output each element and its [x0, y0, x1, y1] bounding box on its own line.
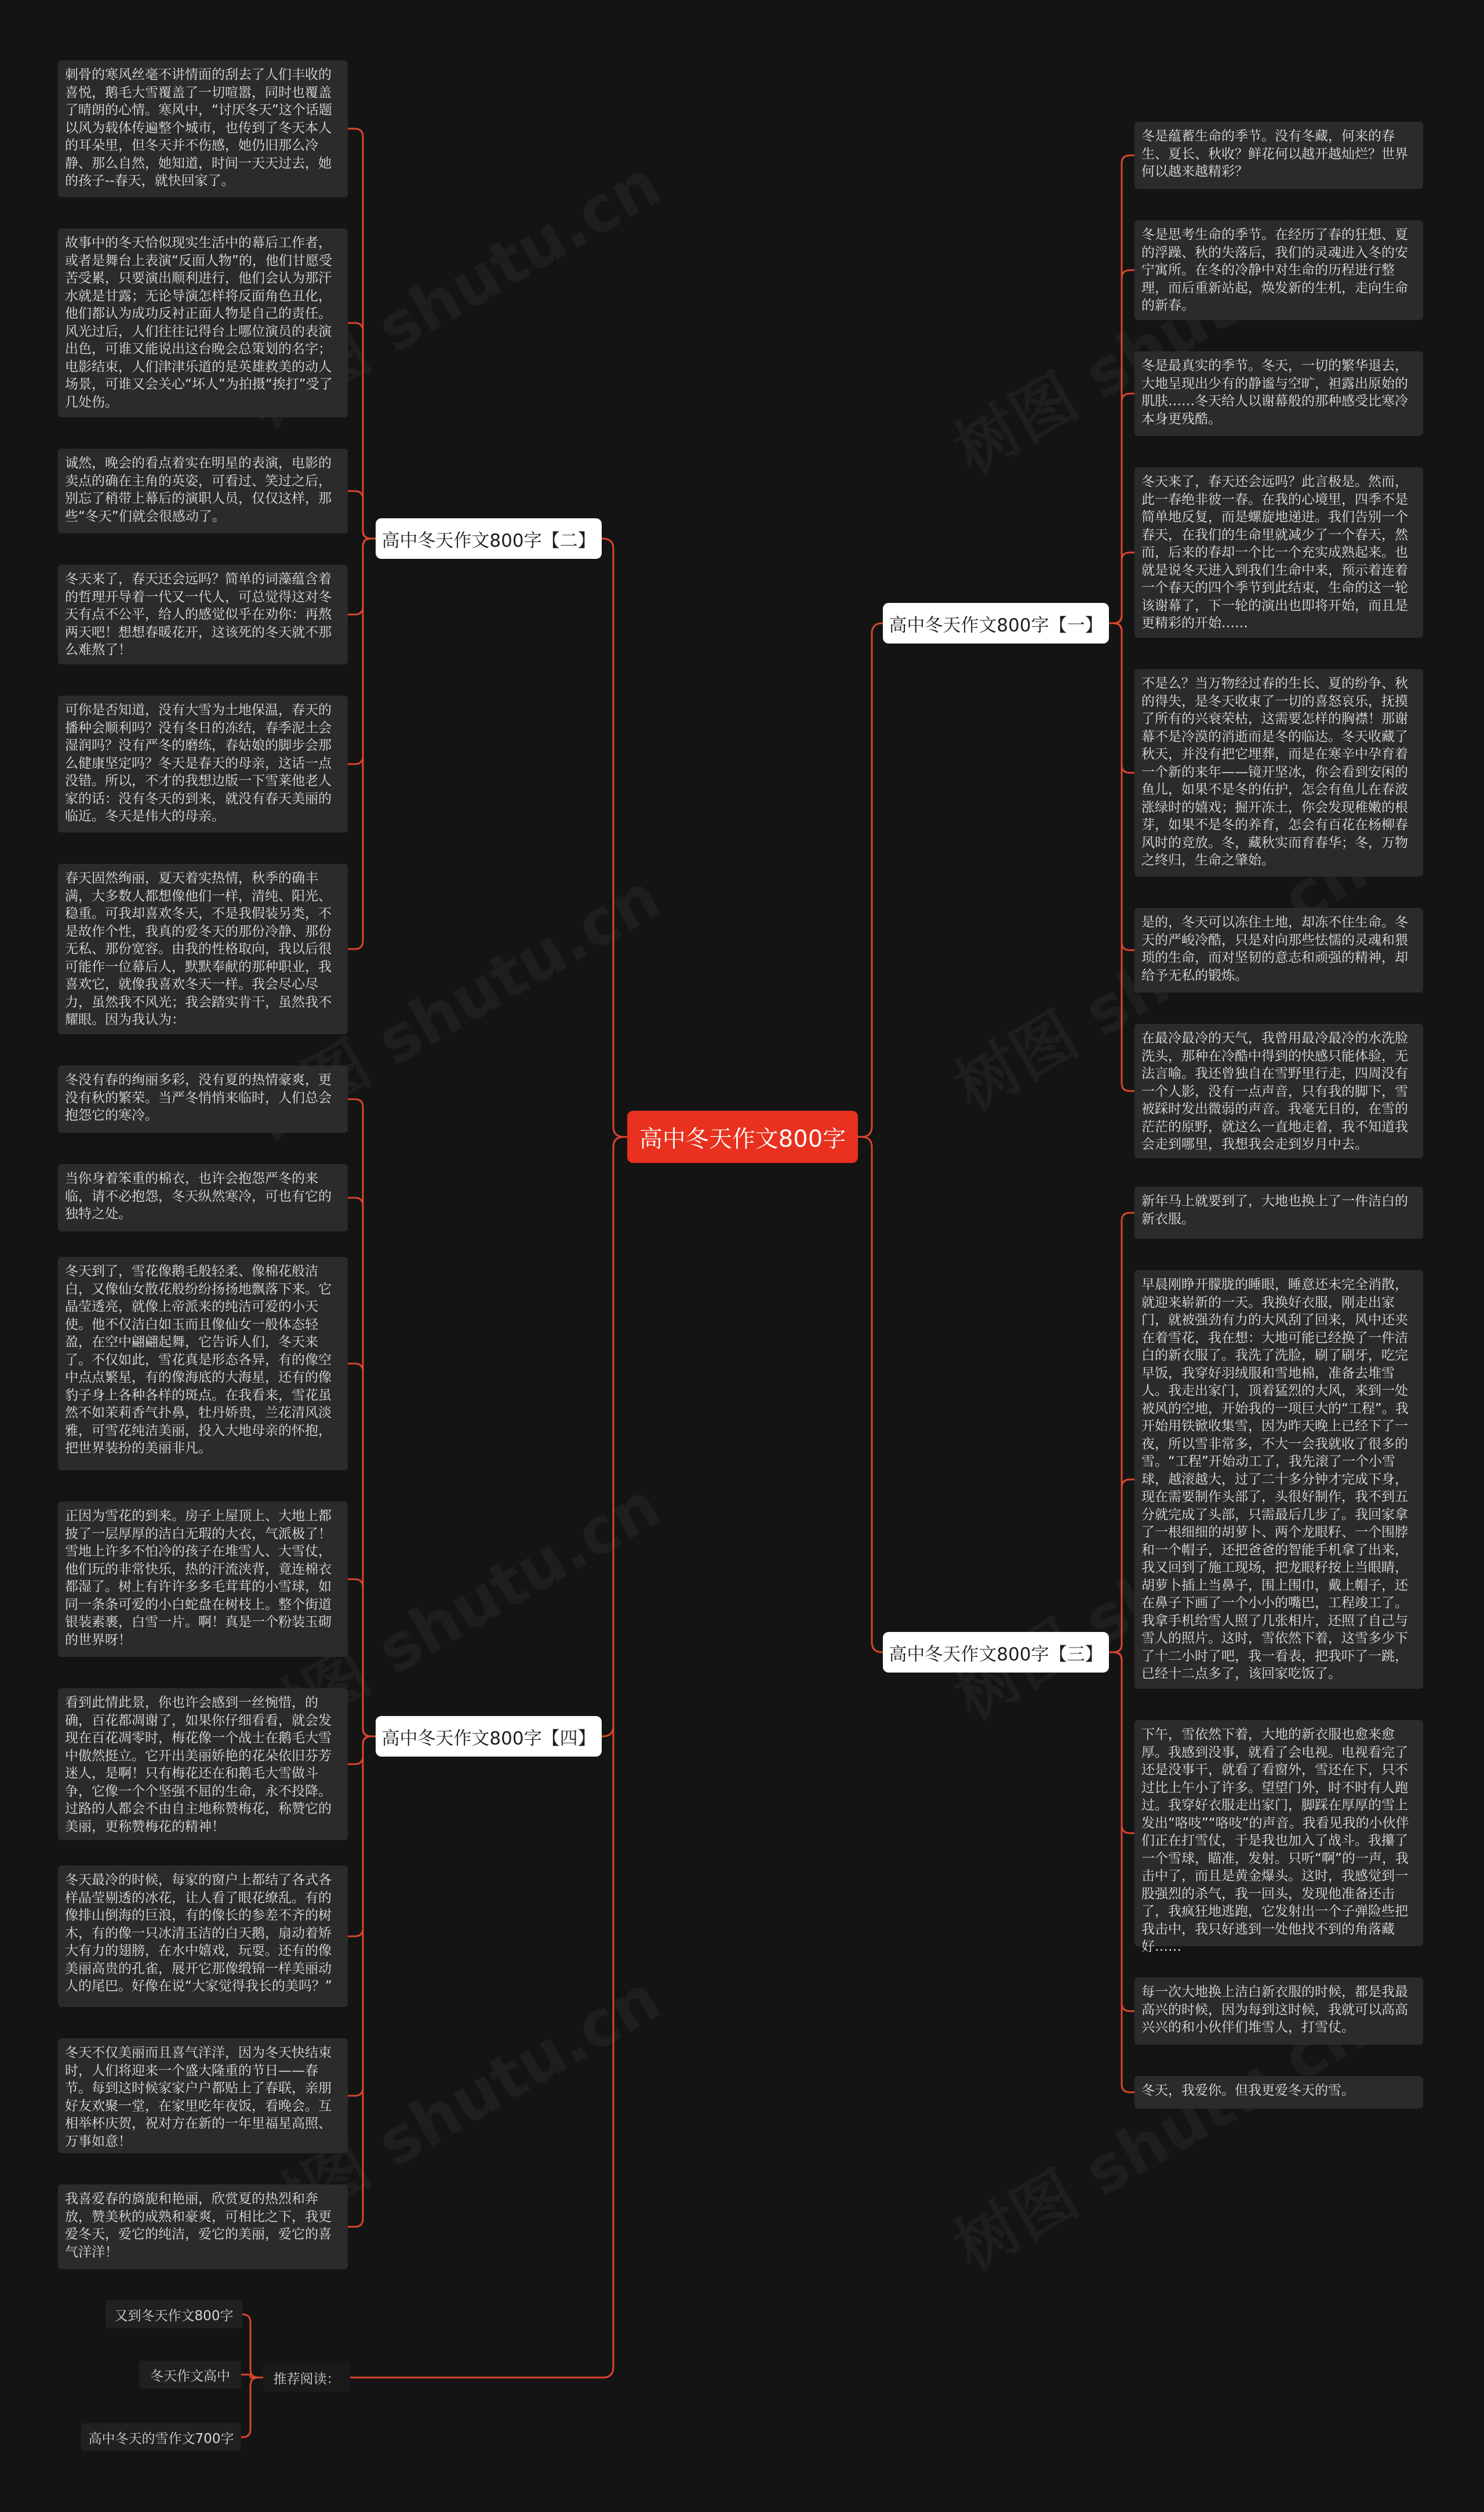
leaf-note: 我喜爱春的旖旎和艳丽，欣赏夏的热烈和奔放，赞美秋的成熟和豪爽，可相比之下，我更爱冬天，爱它的纯洁，爱它的美丽，爱它的喜气洋洋！	[58, 2184, 348, 2269]
leaf-note: 刺骨的寒风丝毫不讲情面的刮去了人们丰收的喜悦，鹅毛大雪覆盖了一切喧嚣，同时也覆盖了晴朗的心情。寒风中，“讨厌冬天”这个话题以风为载体传遍整个城市，也传到了冬天本人的耳朵里，但冬天并不伤感，她仍旧那么冷静、那么自然，她知道，时间一天天过去，她的孩子--春天，就快回家了。	[58, 60, 348, 197]
leaf-note: 当你身着笨重的棉衣，也许会抱怨严冬的来临，请不必抱怨，冬天纵然寒冷，可也有它的独特之处。	[58, 1164, 348, 1231]
branch-to-leaf-line	[348, 491, 376, 539]
branch-to-leaf-line	[348, 1099, 376, 1736]
branch-to-leaf-line	[241, 2378, 263, 2437]
leaf-note: 故事中的冬天恰似现实生活中的幕后工作者，或者是舞台上表演“反面人物”的，他们甘愿受苦受累，只要演出顺利进行，他们会认为那汗水就是甘露；无论导演怎样将反面角色丑化，他们都认为成功反衬正面人物是自己的责任。风光过后，人们往往记得台上哪位演员的表演出色，可谁又能说出这台晚会总策划的名字；电影结束，人们津津乐道的是英雄救美的动人场景，可谁又会关心“坏人”为拍摄“挨打”受了几处伤。	[58, 228, 348, 417]
leaf-note: 冬天到了，雪花像鹅毛般轻柔、像棉花般洁白，又像仙女散花般纷纷扬扬地飘落下来。它晶莹透亮，就像上帝派来的纯洁可爱的小天使。他不仅洁白如玉而且像仙女一般体态轻盈，在空中翩翩起舞，它告诉人们，冬天来了。不仅如此，雪花真是形态各异，有的像空中点点繁星，有的像海底的大海星，还有的像豹子身上各种各样的斑点。在我看来，雪花虽然不如茉莉香气扑鼻，牡丹娇贵，兰花清风淡雅，可雪花纯洁美丽，投入大地母亲的怀抱，把世界装扮的美丽非凡。	[58, 1257, 348, 1470]
branch-essay-3[interactable]: 高中冬天作文800字【三】	[883, 1632, 1109, 1673]
leaf-note: 不是么？当万物经过春的生长、夏的纷争、秋的得失，是冬天收束了一切的喜怒哀乐，抚摸了所有的兴衰荣枯，这需要怎样的胸襟！那谢幕不是冷漠的消逝而是冬的临达。冬天收藏了秋天，并没有把它埋葬，而是在寒辛中孕育着一个新的来年——镜开坚冰，你会看到安闲的鱼儿，如果不是冬的佑护，怎会有鱼儿在春波涨绿时的嬉戏；掘开冻土，你会发现稚嫩的根芽，如果不是冬的养育，怎会有百花在杨柳春风时的竞放。冬，藏秋实而育春华；冬，万物之终归，生命之肇始。	[1134, 669, 1423, 877]
branch-essay-1[interactable]: 高中冬天作文800字【一】	[883, 603, 1109, 644]
branch-to-leaf-line	[1109, 1652, 1134, 2092]
leaf-note: 是的，冬天可以冻住土地，却冻不住生命。冬天的严峻冷酷，只是对向那些怯懦的灵魂和猥琐的生命，而对坚韧的意志和顽强的精神，却给予无私的锻炼。	[1134, 908, 1423, 993]
branch-to-leaf-line	[1109, 623, 1134, 1091]
branch-to-leaf-line	[348, 1579, 376, 1736]
recommended-link[interactable]: 又到冬天作文800字	[106, 2300, 242, 2328]
leaf-note: 冬天来了，春天还会远吗？此言极是。然而，此一春绝非彼一春。在我的心境里，四季不是简单地反复，而是螺旋地递进。我们告别一个春天，在我们的生命里就减少了一个春天，然而，后来的春却一个比一个充实成熟起来。也就是说冬天进入到我们生命中来，预示着连着一个春天的四个季节到此结束，生命的这一轮该谢幕了，下一轮的演出也即将开始，而且是更精彩的开始……	[1134, 467, 1423, 638]
branch-to-leaf-line	[348, 129, 376, 539]
root-to-branch-line	[602, 1137, 627, 1736]
branch-to-leaf-line	[348, 1736, 376, 2096]
branch-to-leaf-line	[348, 1364, 376, 1736]
branch-recommended[interactable]: 推荐阅读：	[263, 2363, 350, 2392]
branch-to-leaf-line	[348, 1736, 376, 2227]
leaf-note: 春天固然绚丽，夏天着实热情，秋季的确丰满，大多数人都想像他们一样，清纯、阳光、稳重。可我却喜欢冬天，不是我假装另类，不是故作个性，我真的爱冬天的那份冷静、那份无私、那份宽容。由我的性格取向，我以后很可能作一位幕后人，默默奉献的那种职业，我喜欢它，就像我喜欢冬天一样。我会尽心尽力，虽然我不风光；我会踏实肯干，虽然我不耀眼。因为我认为：	[58, 864, 348, 1034]
branch-to-leaf-line	[348, 1198, 376, 1736]
leaf-note: 在最冷最冷的天气，我曾用最冷最冷的水洗脸洗头，那种在冷酷中得到的快感只能体验，无法言喻。我还曾独自在雪野里行走，四周没有一个人影，没有一点声音，只有我的脚下，雪被踩时发出微弱的声音。我毫无目的，在雪的茫茫的原野，就这么一直地走着，我不知道我会走到哪里，我想我会走到岁月中去。	[1134, 1024, 1423, 1158]
branch-to-leaf-line	[348, 539, 376, 949]
leaf-note: 冬是蕴蓄生命的季节。没有冬藏，何来的春生、夏长、秋收？鲜花何以越开越灿烂？世界何以越来越精彩？	[1134, 122, 1423, 189]
leaf-note: 冬天，我爱你。但我更爱冬天的雪。	[1134, 2076, 1423, 2109]
leaf-note: 冬天来了，春天还会远吗？简单的词藻蕴含着的哲理开导着一代又一代人，可总觉得这对冬天有点不公平，给人的感觉似乎在劝你：再熬两天吧！想想春暖花开，这该死的冬天就不那么难熬了！	[58, 565, 348, 664]
branch-to-leaf-line	[1109, 1479, 1134, 1652]
leaf-note: 下午，雪依然下着，大地的新衣服也愈来愈厚。我感到没事，就看了会电视。电视看完了还是没事干，就看了看窗外，雪还在下，只不过比上午小了许多。望望门外，时不时有人跑过。我穿好衣服走出家门，脚踩在厚厚的雪上发出“咯吱”“咯吱”的声音。我看见我的小伙伴们正在打雪仗，于是我也加入了战斗。我攥了一个雪球，瞄准，发射。只听“啊”的一声，我击中了，而且是黄金爆头。这时，我感觉到一股强烈的杀气，我一回头，发现他准备还击了，我疯狂地逃跑，它发射出一个子弹险些把我击中，我只好逃到一处他找不到的角落藏好……	[1134, 1720, 1423, 1946]
root-topic[interactable]: 高中冬天作文800字	[627, 1111, 858, 1163]
leaf-note: 早晨刚睁开朦胧的睡眼，睡意还未完全消散，就迎来崭新的一天。我换好衣服，刚走出家门，就被强劲有力的大风刮了回来，风中还夹在着雪花，我在想：大地可能已经换了一件洁白的新衣服了。我洗了洗脸，刷了刷牙，吃完早饭，我穿好羽绒服和雪地棉，准备去堆雪人。我走出家门，顶着猛烈的大风，来到一处被风的空地，开始我的一项巨大的“工程”。我开始用铁锨收集雪，因为昨天晚上已经下了一夜，所以雪非常多，不大一会我就收了很多的雪。“工程”开始动工了，我先滚了一个小雪球，越滚越大，过了二十多分钟才完成下身，现在需要制作头部了，头很好制作，我不到五分就完成了头部，只需最后几步了。我回家拿了一根细细的胡萝卜、两个龙眼籽、一个围脖和一个帽子，还把爸爸的智能手机拿了出来，我又回到了施工现场，把龙眼籽按上当眼睛，胡萝卜插上当鼻子，围上围巾，戴上帽子，还在鼻子下画了一个小小的嘴巴，工程竣工了。我拿手机给雪人照了几张相片，还照了自己与雪人的照片。这时，雪依然下着，这雪多少下了十二小时了吧，我一看表，把我吓了一跳，已经十二点多了，该回家吃饭了。	[1134, 1270, 1423, 1689]
leaf-note: 冬没有春的绚丽多彩，没有夏的热情豪爽，更没有秋的繁荣。当严冬悄悄来临时，人们总会抱怨它的寒冷。	[58, 1066, 348, 1133]
root-to-branch-line	[858, 1137, 883, 1652]
branch-to-leaf-line	[348, 1736, 376, 1936]
leaf-note: 新年马上就要到了，大地也换上了一件洁白的新衣服。	[1134, 1187, 1423, 1239]
branch-to-leaf-line	[242, 2314, 263, 2378]
leaf-note: 可你是否知道，没有大雪为土地保温，春天的播种会顺利吗？没有冬日的冻结，春季泥土会湿润吗？没有严冬的磨练，春姑娘的脚步会那么健康坚定吗？冬天是春天的母亲，这话一点没错。所以，不才的我想边版一下雪莱他老人家的话：没有冬天的到来，就没有春天美丽的临近。冬天是伟大的母亲。	[58, 696, 348, 833]
branch-to-leaf-line	[1109, 552, 1134, 623]
recommended-link[interactable]: 冬天作文高中	[139, 2361, 241, 2389]
leaf-note: 冬是最真实的季节。冬天，一切的繁华退去，大地呈现出少有的静谧与空旷，袒露出原始的肌肤……冬天给人以谢幕般的那种感受比寒冷本身更残酷。	[1134, 351, 1423, 436]
branch-essay-2[interactable]: 高中冬天作文800字【二】	[376, 518, 602, 559]
branch-to-leaf-line	[348, 539, 376, 615]
recommended-link[interactable]: 高中冬天的雪作文700字	[81, 2423, 241, 2451]
root-to-branch-line	[602, 539, 627, 1137]
root-to-branch-line	[858, 623, 883, 1137]
leaf-note: 看到此情此景，你也许会感到一丝惋惜，的确，百花都凋谢了，如果你仔细看看，就会发现在百花凋零时，梅花像一个战士在鹅毛大雪中傲然挺立。它开出美丽娇艳的花朵依旧芬芳迷人，是啊！只有梅花还在和鹅毛大雪做斗争，它像一个个坚强不屈的生命，永不投降。过路的人都会不由自主地称赞梅花，称赞它的美丽，更称赞梅花的精神！	[58, 1688, 348, 1840]
leaf-note: 冬天最冷的时候，每家的窗户上都结了各式各样晶莹剔透的冰花，让人看了眼花缭乱。有的像排山倒海的巨浪，有的像长的参差不齐的树木，有的像一只冰清玉洁的白天鹅，扇动着矫大有力的翅膀，在水中嬉戏，玩耍。还有的像美丽高贵的孔雀，展开它那像缎锦一样美丽动人的尾巴。好像在说“大家觉得我长的美吗？”	[58, 1866, 348, 2007]
leaf-note: 冬是思考生命的季节。在经历了春的狂想、夏的浮躁、秋的失落后，我们的灵魂进入冬的安宁寓所。在冬的冷静中对生命的历程进行整理，而后重新站起，焕发新的生机，走向生命的新春。	[1134, 220, 1423, 320]
branch-to-leaf-line	[348, 1736, 376, 1764]
leaf-note: 正因为雪花的到来。房子上屋顶上、大地上都披了一层厚厚的洁白无瑕的大衣，气派极了！雪地上许多不怕冷的孩子在堆雪人、大雪仗，他们玩的非常快乐，热的汗流浃背，竟连棉衣都湿了。树上有许许多多毛茸茸的小雪球，如同一条条可爱的小白蛇盘在树枝上。整个街道银装素裹，白雪一片。啊！真是一个粉装玉砌的世界呀！	[58, 1502, 348, 1657]
root-to-branch-line	[350, 1137, 627, 2378]
leaf-note: 冬天不仅美丽而且喜气洋洋，因为冬天快结束时，人们将迎来一个盛大隆重的节日——春节。每到这时候家家户户都贴上了春联，亲朋好友欢聚一堂，在家里吃年夜饭，看晚会。互相举杯庆贺，祝对方在新的一年里福星高照、万事如意！	[58, 2038, 348, 2153]
leaf-note: 每一次大地换上洁白新衣服的时候，都是我最高兴的时候，因为每到这时候，我就可以高高兴兴的和小伙伴们堆雪人，打雪仗。	[1134, 1977, 1423, 2045]
branch-essay-4[interactable]: 高中冬天作文800字【四】	[376, 1716, 602, 1757]
branch-to-leaf-line	[348, 539, 376, 764]
leaf-note: 诚然，晚会的看点着实在明星的表演，电影的卖点的确在主角的英姿，可看过、笑过之后，别忘了稍带上幕后的演职人员，仅仅这样，那些“冬天”们就会很感动了。	[58, 449, 348, 533]
branch-to-leaf-line	[348, 323, 376, 539]
